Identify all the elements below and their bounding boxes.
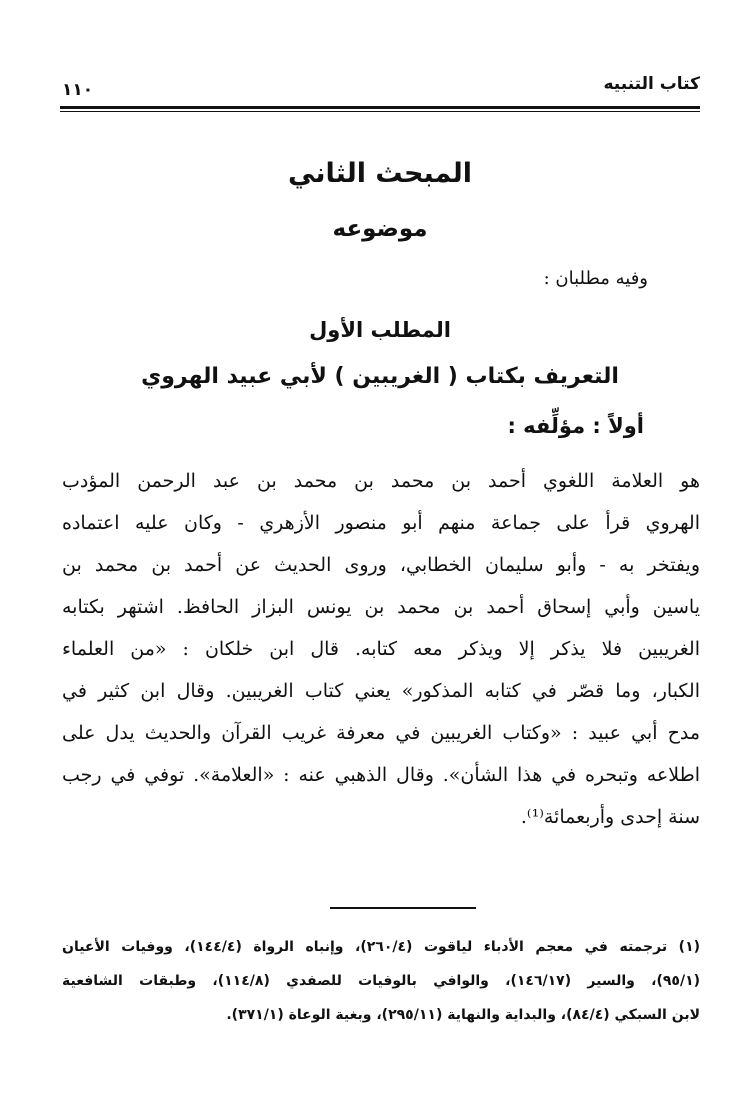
footnote-line: (١) ترجمته في معجم الأدباء لياقوت (٢٦٠/٤)، وإنباه الرواة (١٤٤/٤)، ووفيات الأعيان <box>62 939 701 955</box>
page-number: ١١٠ <box>62 80 94 100</box>
footnote-rule <box>330 907 476 909</box>
matlab-title: المطلب الأول <box>309 318 451 342</box>
first-heading: أولاً : مؤلِّفه : <box>507 414 644 438</box>
body-line: الكبار، وما قصّر في كتابه المذكور» يعني كتاب الغريبين. وقال ابن كثير في <box>62 680 700 702</box>
body-line: اطلاعه وتبحره في هذا الشأن». وقال الذهبي عنه : «العلامة». توفي في رجب <box>62 764 700 786</box>
intro-line: وفيه مطلبان : <box>543 268 648 289</box>
body-line: هو العلامة اللغوي أحمد بن محمد بن محمد بن عبد الرحمن المؤدب <box>62 470 700 492</box>
body-line: الهروي قرأ على جماعة منهم أبو منصور الأزهري - وكان عليه اعتماده <box>62 512 700 534</box>
definition-title: التعريف بكتاب ( الغريبين ) لأبي عبيد الهروي <box>141 364 619 389</box>
body-line: ياسين وأبي إسحاق أحمد بن محمد بن يونس البزاز الحافظ. اشتهر بكتابه <box>62 596 700 618</box>
running-header-title: كتاب التنبيه <box>603 74 700 94</box>
body-paragraph <box>62 460 700 838</box>
footnote-line: لابن السبكي (٨٤/٤)، والبداية والنهاية (٢٩٥/١١)، وبغية الوعاة (٣٧١/١). <box>226 1007 700 1023</box>
footnote-line: (٩٥/١)، والسير (١٤٦/١٧)، والوافي بالوفيات للصفدي (١١٤/٨)، وطبقات الشافعية <box>62 973 701 989</box>
footnotes <box>62 930 700 1032</box>
body-line: مدح أبي عبيد : «وكتاب الغريبين في معرفة غريب القرآن والحديث يدل على <box>62 722 700 744</box>
body-line: ويفتخر به - وأبو سليمان الخطابي، وروى الحديث عن أحمد بن محمد بن <box>62 554 700 576</box>
header-rule-thick <box>60 106 700 109</box>
body-line: سنة إحدى وأربعمائة⁽¹⁾. <box>520 806 700 828</box>
body-line: الغريبين فلا يذكر إلا ويذكر معه كتابه. قال ابن خلكان : «من العلماء <box>62 638 700 660</box>
section-subtitle: موضوعه <box>332 216 428 242</box>
header-rule-thin <box>60 111 700 112</box>
section-title: المبحث الثاني <box>288 158 472 189</box>
